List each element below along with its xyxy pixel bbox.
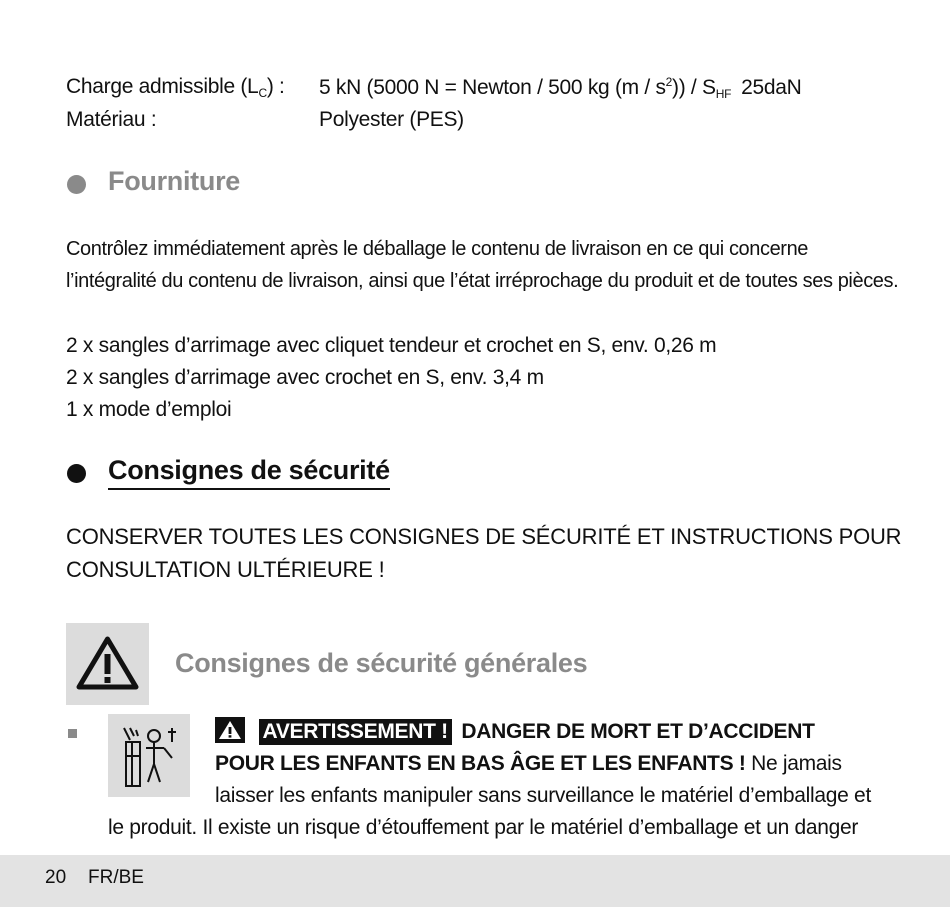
warning-badge: AVERTISSEMENT !: [259, 719, 452, 745]
page-locale: FR/BE: [88, 867, 144, 888]
charge-label: Charge admissible $(L_C)$ :: [66, 75, 285, 100]
warning-title-a: DANGER DE MORT ET D’ACCIDENT: [461, 720, 815, 743]
material-value: Polyester (PES): [319, 108, 464, 131]
warning-line1: [215, 715, 815, 748]
fourniture-intro-line2: l’intégralité du contenu de livraison, ainsi que l’état irréprochage du produit et de toutes ses pièces.: [66, 270, 899, 292]
warning-line4: le produit. Il existe un risque d’étouffement par le matériel d’emballage et un danger: [108, 816, 859, 839]
warning-triangle-icon: [66, 623, 149, 705]
material-label: Matériau :: [66, 108, 157, 131]
section-bullet-icon: [67, 175, 86, 194]
list-item: 1 x mode d’emploi: [66, 398, 232, 421]
keep-instructions-line1: CONSERVER TOUTES LES CONSIGNES DE SÉCURITÉ ET INSTRUCTIONS POUR: [66, 524, 902, 549]
page-footer: [0, 855, 950, 907]
child-warning-icon: [108, 714, 190, 797]
list-item: 2 x sangles d’arrimage avec crochet en S, env. 3,4 m: [66, 366, 544, 389]
warning-small-icon: [215, 717, 245, 743]
keep-instructions-line2: CONSULTATION ULTÉRIEURE !: [66, 557, 385, 582]
warning-line3: laisser les enfants manipuler sans surveillance le matériel d’emballage et: [215, 784, 871, 807]
section-bullet-icon: [67, 464, 86, 483]
warning-text-a: Ne jamais: [751, 752, 842, 775]
warning-line2: [215, 747, 842, 780]
safety-heading: Consignes de sécurité: [108, 455, 390, 490]
fourniture-heading: Fourniture: [108, 166, 240, 196]
fourniture-intro-line1: Contrôlez immédiatement après le déballage le contenu de livraison en ce qui concerne: [66, 238, 809, 260]
list-item: 2 x sangles d’arrimage avec cliquet tendeur et crochet en S, env. 0,26 m: [66, 334, 717, 357]
page-number: 20: [45, 867, 67, 888]
warning-title-b: POUR LES ENFANTS EN BAS ÂGE ET LES ENFANTS !: [215, 752, 746, 775]
general-safety-heading: Consignes de sécurité générales: [175, 648, 588, 678]
charge-value: 5 kN (5000 N = Newton / 500 kg $(m / s^2)) / S_{HF}$ 25daN: [319, 75, 802, 101]
square-bullet-icon: [68, 729, 77, 738]
